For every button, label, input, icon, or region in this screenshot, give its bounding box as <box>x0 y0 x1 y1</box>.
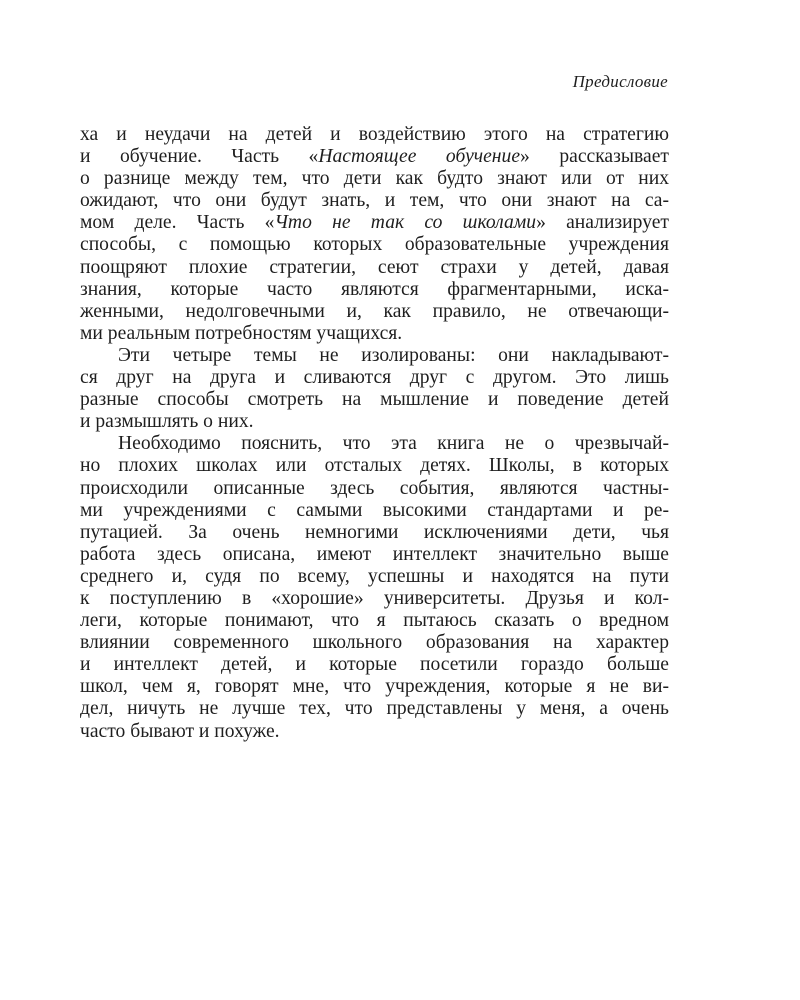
text-line: школ, чем я, говорят мне, что учреждения, которые я не ви- <box>80 676 669 698</box>
text-line: Эти четыре темы не изолированы: они накладывают- <box>118 344 669 366</box>
italic-title: Настоящее обучение <box>318 146 521 168</box>
running-header: Предисловие <box>572 72 668 91</box>
text-line: среднего и, судя по всему, успешны и находятся на пути <box>80 565 669 587</box>
text-line: дел, ничуть не лучше тех, что представлены у меня, а очень <box>80 698 669 720</box>
text-line: и обучение. Часть «Настоящее обучение» рассказывает <box>80 146 669 168</box>
text-line: работа здесь описана, имеют интеллект значительно выше <box>80 543 669 565</box>
text-line: к поступлению в «хорошие» университеты. Друзья и кол- <box>80 587 669 609</box>
text-line: и размышлять о них. <box>80 411 254 433</box>
text-line: ми реальным потребностям учащихся. <box>80 322 403 344</box>
italic-title: Что не так со школами <box>274 212 537 234</box>
text-line: о разнице между тем, что дети как будто знают или от них <box>80 168 669 190</box>
text-line: ха и неудачи на детей и воздействию этого на стратегию <box>80 124 669 145</box>
text-line: разные способы смотреть на мышление и поведение детей <box>80 389 669 411</box>
text-line: знания, которые часто являются фрагментарными, иска- <box>80 278 669 300</box>
text-line: поощряют плохие стратегии, сеют страхи у детей, давая <box>80 256 669 278</box>
text-line: часто бывают и похуже. <box>80 720 280 742</box>
text-line: мом деле. Часть «Что не так со школами» анализирует <box>80 212 669 234</box>
text-line: происходили описанные здесь события, являются частны- <box>80 477 669 499</box>
paragraph <box>80 345 669 433</box>
paragraph <box>80 124 669 345</box>
text-line: ся друг на друга и сливаются друг с другом. Это лишь <box>80 367 669 389</box>
paragraph <box>80 433 669 742</box>
text-line: способы, с помощью которых образовательные учреждения <box>80 234 669 256</box>
text-line: но плохих школах или отсталых детях. Школы, в которых <box>80 455 669 477</box>
text-line: и интеллект детей, и которые посетили гораздо больше <box>80 654 669 676</box>
text-line: леги, которые понимают, что я пытаюсь сказать о вредном <box>80 610 669 632</box>
text-line: Необходимо пояснить, что эта книга не о чрезвычай- <box>118 433 669 455</box>
text-line: путацией. За очень немногими исключениями дети, чья <box>80 521 669 543</box>
text-line: ми учреждениями с самыми высокими стандартами и ре- <box>80 499 669 521</box>
text-line: влиянии современного школьного образования на характер <box>80 632 669 654</box>
text-line: ожидают, что они будут знать, и тем, что они знают на са- <box>80 190 669 212</box>
text-line: женными, недолговечными и, как правило, не отвечающи- <box>80 300 669 322</box>
body-text <box>80 124 669 743</box>
